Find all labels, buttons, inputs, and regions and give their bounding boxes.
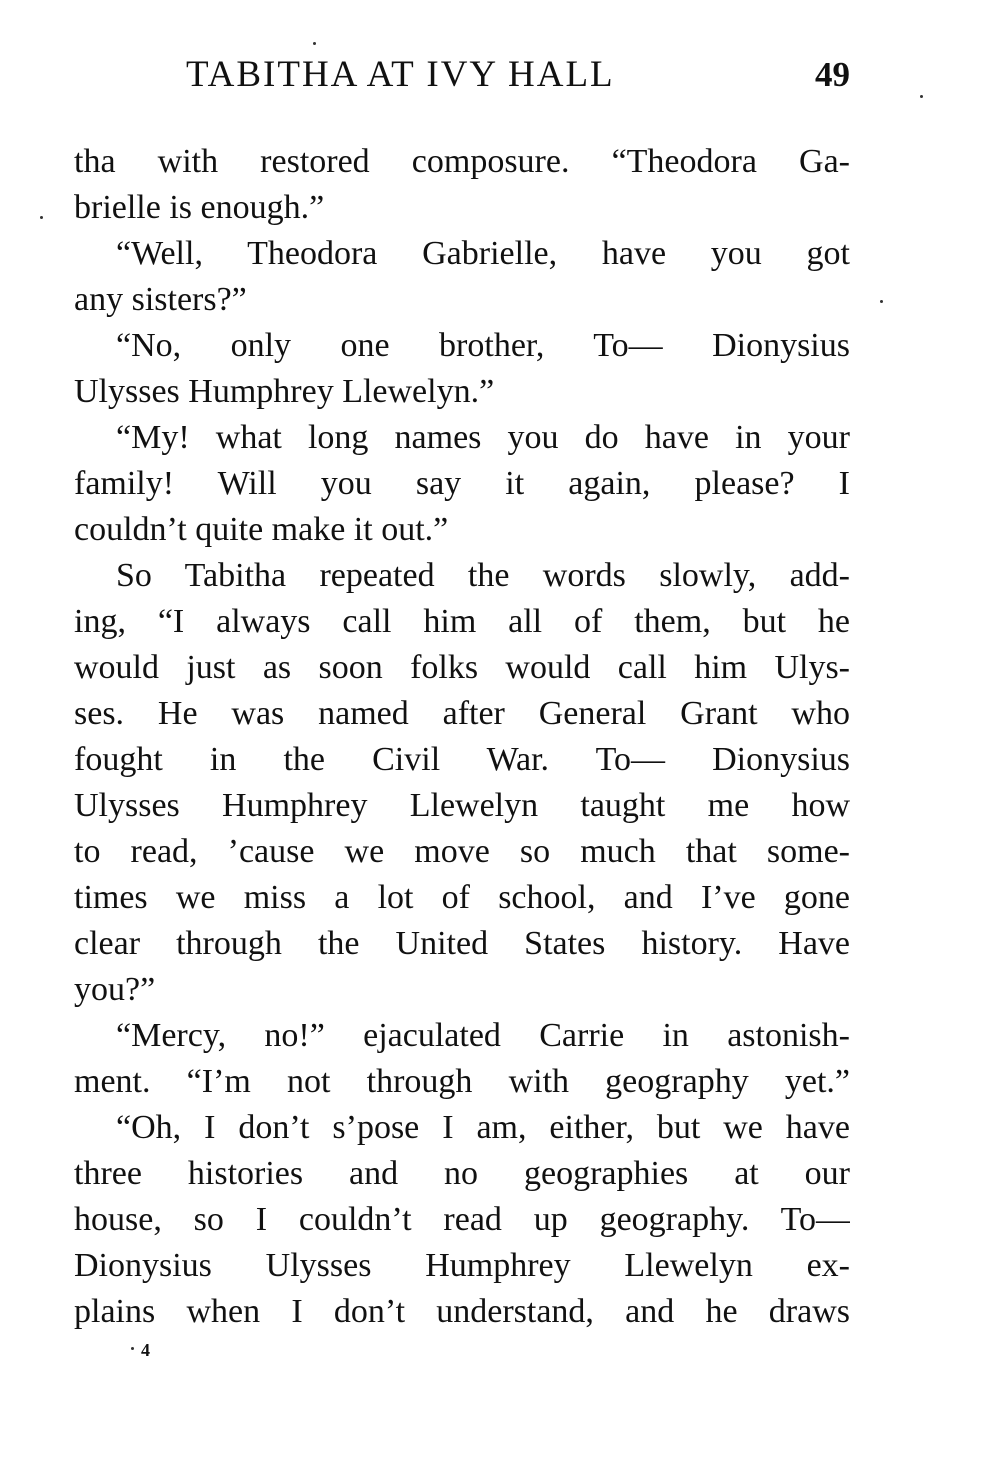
text-line: any sisters?” [74, 281, 247, 318]
text-line: “Well, Theodora Gabrielle, have you got [116, 235, 850, 272]
text-line: brielle is enough.” [74, 189, 325, 226]
text-line: couldn’t quite make it out.” [74, 511, 449, 548]
scan-speck [313, 42, 316, 45]
text-line: would just as soon folks would call him Ulys- [74, 649, 850, 686]
text-line: So Tabitha repeated the words slowly, add- [116, 557, 850, 594]
text-line: you?” [74, 971, 156, 1008]
text-line: Ulysses Humphrey Llewelyn.” [74, 373, 495, 410]
page-number: 49 [815, 55, 850, 94]
text-line: “Mercy, no!” ejaculated Carrie in astonish- [116, 1017, 850, 1054]
text-line: Ulysses Humphrey Llewelyn taught me how [74, 787, 850, 824]
signature-mark: 4 [141, 1340, 150, 1360]
text-line: “No, only one brother, To— Dionysius [116, 327, 850, 364]
text-line: ing, “I always call him all of them, but he [74, 603, 850, 640]
scan-speck [920, 95, 923, 98]
text-line: ment. “I’m not through with geography yet.” [74, 1063, 850, 1100]
text-line: family! Will you say it again, please? I [74, 465, 850, 502]
text-line: to read, ’cause we move so much that some- [74, 833, 850, 870]
text-line: clear through the United States history. Have [74, 925, 850, 962]
scan-speck [40, 216, 43, 219]
running-head [74, 52, 850, 98]
text-line: three histories and no geographies at our [74, 1155, 850, 1192]
text-line: tha with restored composure. “Theodora Ga- [74, 143, 850, 180]
scan-speck [880, 300, 883, 303]
text-line: “My! what long names you do have in your [116, 419, 850, 456]
text-line: house, so I couldn’t read up geography. To— [74, 1201, 850, 1238]
text-line: plains when I don’t understand, and he draws [74, 1293, 850, 1330]
text-line: fought in the Civil War. To— Dionysius [74, 741, 850, 778]
body-text [74, 139, 850, 1335]
scan-speck [131, 1347, 134, 1350]
text-line: times we miss a lot of school, and I’ve gone [74, 879, 850, 916]
text-line: “Oh, I don’t s’pose I am, either, but we have [116, 1109, 850, 1146]
text-line: Dionysius Ulysses Humphrey Llewelyn ex- [74, 1247, 850, 1284]
text-line: ses. He was named after General Grant who [74, 695, 850, 732]
running-title: TABITHA AT IVY HALL [186, 54, 615, 95]
